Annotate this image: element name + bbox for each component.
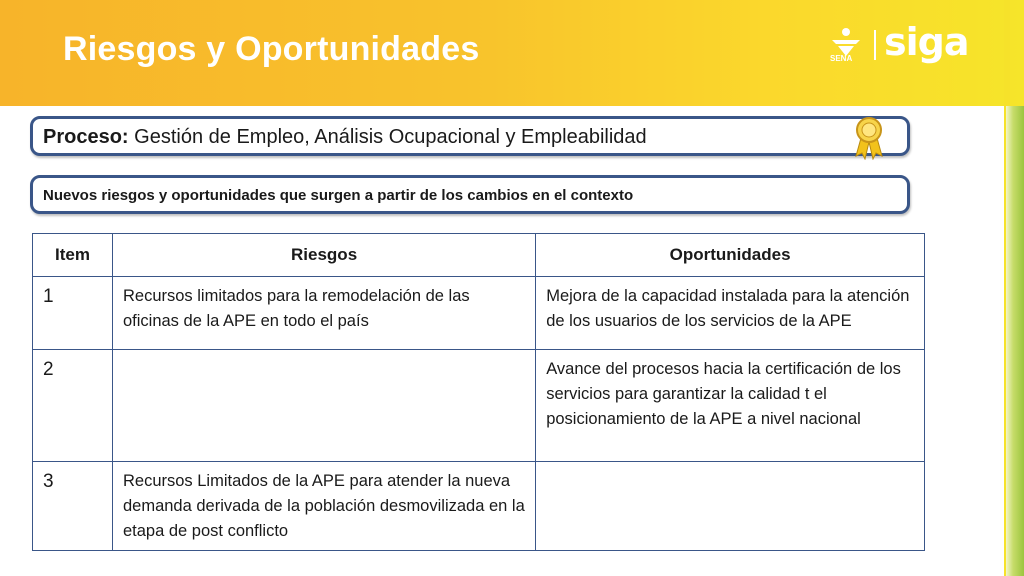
risk-cell: Recursos Limitados de la APE para atender la nueva demanda derivada de la población desmovilizada en la etapa de post conflicto xyxy=(112,462,535,551)
column-header-item: Item xyxy=(33,234,113,277)
sena-siga-logo xyxy=(826,20,976,76)
header-banner xyxy=(0,0,1024,106)
page-title: Riesgos y Oportunidades xyxy=(63,30,480,68)
opportunity-cell: Avance del procesos hacia la certificación de los servicios para garantizar la calidad t el posicionamiento de la APE a nivel nacional xyxy=(536,350,925,462)
table-header-row xyxy=(33,234,925,277)
process-value: Gestión de Empleo, Análisis Ocupacional y Empleabilidad xyxy=(134,126,647,148)
table-row xyxy=(33,350,925,462)
item-number: 2 xyxy=(33,350,113,462)
column-header-opportunities: Oportunidades xyxy=(536,234,925,277)
item-number: 3 xyxy=(33,462,113,551)
subtitle-box xyxy=(30,175,910,214)
table-row xyxy=(33,462,925,551)
column-header-risks: Riesgos xyxy=(112,234,535,277)
opportunity-cell: Mejora de la capacidad instalada para la atención de los usuarios de los servicios de la APE xyxy=(536,277,925,350)
subtitle-text: Nuevos riesgos y oportunidades que surgen a partir de los cambios en el contexto xyxy=(43,187,634,204)
siga-wordmark: siga xyxy=(884,20,969,64)
logo-divider xyxy=(874,30,876,60)
process-box xyxy=(30,116,910,156)
process-label: Proceso: xyxy=(43,126,129,148)
risk-cell xyxy=(112,350,535,462)
right-accent-green xyxy=(1006,106,1024,576)
sena-wordmark: SENA xyxy=(830,54,853,63)
risk-cell: Recursos limitados para la remodelación de las oficinas de la APE en todo el país xyxy=(112,277,535,350)
table-row xyxy=(33,277,925,350)
award-ribbon-icon xyxy=(852,116,886,160)
risks-opportunities-table xyxy=(32,233,925,551)
process-line xyxy=(43,126,647,149)
item-number: 1 xyxy=(33,277,113,350)
opportunity-cell xyxy=(536,462,925,551)
